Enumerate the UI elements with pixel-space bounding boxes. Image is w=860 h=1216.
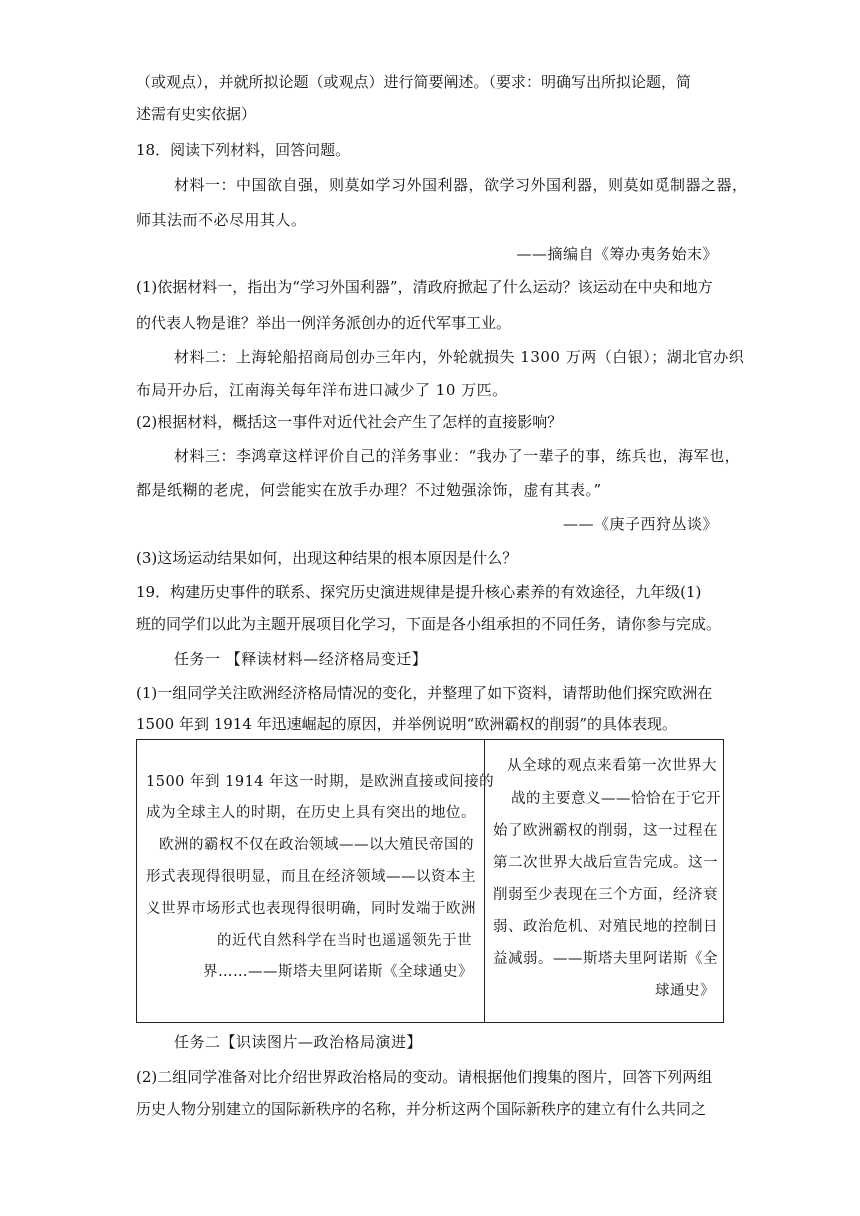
question-18-1-line-2: 的代表人物是谁？举出一例洋务派创办的近代军事工业。 — [136, 314, 512, 332]
table-right-line: 益减弱。——斯塔夫里阿诺斯《全 — [493, 951, 718, 967]
q17-continuation-line-1: （或观点），并就所拟论题（或观点）进行简要阐述。（要求：明确写出所拟论题，简 — [136, 73, 692, 91]
material-1-line-2: 师其法而不必尽用其人。 — [136, 211, 307, 229]
table-left-line: 成为全球主人的时期，在历史上具有突出的地位。 — [146, 805, 476, 821]
material-3-source: ——《庚子西狩丛谈》 — [562, 515, 718, 533]
table-left-line: 形式表现得很明显，而且在经济领域——以资本主 — [146, 869, 476, 885]
table-left-line: 欧洲的霸权不仅在政治领域——以大殖民帝国的 — [159, 837, 474, 853]
question-19-line-1: 19．构建历史事件的联系、探究历史演进规律是提升核心素养的有效途径，九年级(1) — [136, 583, 702, 601]
table-right-line: 第二次世界大战后宣告完成。这一 — [493, 855, 718, 871]
table-right-line: 球通史》 — [655, 983, 715, 999]
task-2-question-2-line-2: 历史人物分别建立的国际新秩序的名称，并分析这两个国际新秩序的建立有什么共同之 — [136, 1100, 707, 1118]
q17-continuation-line-2: 述需有史实依据） — [136, 105, 257, 123]
table-left-line: 界……——斯塔夫里阿诺斯《全球通史》 — [203, 964, 473, 980]
task-2-question-2-line-1: (2)二组同学准备对比介绍世界政治格局的变动。请根据他们搜集的图片，回答下列两组 — [136, 1068, 713, 1086]
table-left-line: 义世界市场形式也表现得很明确，同时发端于欧洲 — [146, 901, 476, 917]
table-left-line: 1500 年到 1914 年这一时期，是欧洲直接或间接的 — [146, 774, 495, 790]
table-right-line: 削弱至少表现在三个方面，经济衰 — [493, 887, 718, 903]
table-left-line: 的近代自然科学在当时也遥遥领先于世 — [217, 933, 472, 949]
table-right-line: 从全球的观点来看第一次世界大 — [507, 758, 717, 774]
material-3-line-2: 都是纸糊的老虎，何尝能实在放手办理？不过勉强涂饰，虚有其表。” — [136, 481, 602, 499]
question-18-1-line-1: (1)依据材料一，指出为“学习外国利器”，清政府掀起了什么运动？该运动在中央和地方 — [136, 278, 713, 296]
material-table — [136, 739, 724, 1023]
material-2-line-1: 材料二：上海轮船招商局创办三年内，外轮就损失 1300 万两（白银）；湖北官办织 — [174, 348, 745, 366]
table-right-line: 战的主要意义——恰恰在于它开 — [511, 791, 721, 807]
task-2-heading: 任务二【识读图片—政治格局演进】 — [174, 1033, 423, 1051]
table-right-line: 弱、政治危机、对殖民地的控制日 — [493, 919, 718, 935]
question-18-2: (2)根据材料，概括这一事件对近代社会产生了怎样的直接影响？ — [136, 413, 563, 431]
question-18-3: (3)这场运动结果如何，出现这种结果的根本原因是什么？ — [136, 549, 518, 567]
task-1-question-1-line-1: (1)一组同学关注欧洲经济格局情况的变化，并整理了如下资料，请帮助他们探究欧洲在 — [136, 684, 713, 702]
question-18-heading: 18．阅读下列材料，回答问题。 — [136, 141, 351, 159]
material-2-line-2: 布局开办后，江南海关每年洋布进口减少了 10 万匹。 — [136, 381, 508, 399]
task-1-question-1-line-2: 1500 年到 1914 年迅速崛起的原因，并举例说明“欧洲霸权的削弱”的具体表现。 — [136, 715, 677, 733]
material-3-line-1: 材料三：李鸿章这样评价自己的洋务事业：“我办了一辈子的事，练兵也，海军也， — [174, 447, 741, 465]
material-1-line-1: 材料一：中国欲自强，则莫如学习外国利器，欲学习外国利器，则莫如觅制器之器， — [174, 176, 748, 194]
material-1-source: ——摘编自《筹办夷务始末》 — [516, 245, 718, 263]
table-right-line: 始了欧洲霸权的削弱，这一过程在 — [493, 823, 718, 839]
question-19-line-2: 班的同学们以此为主题开展项目化学习，下面是各小组承担的不同任务，请你参与完成。 — [136, 615, 722, 633]
task-1-heading: 任务一 【释读材料—经济格局变迁】 — [174, 650, 428, 668]
